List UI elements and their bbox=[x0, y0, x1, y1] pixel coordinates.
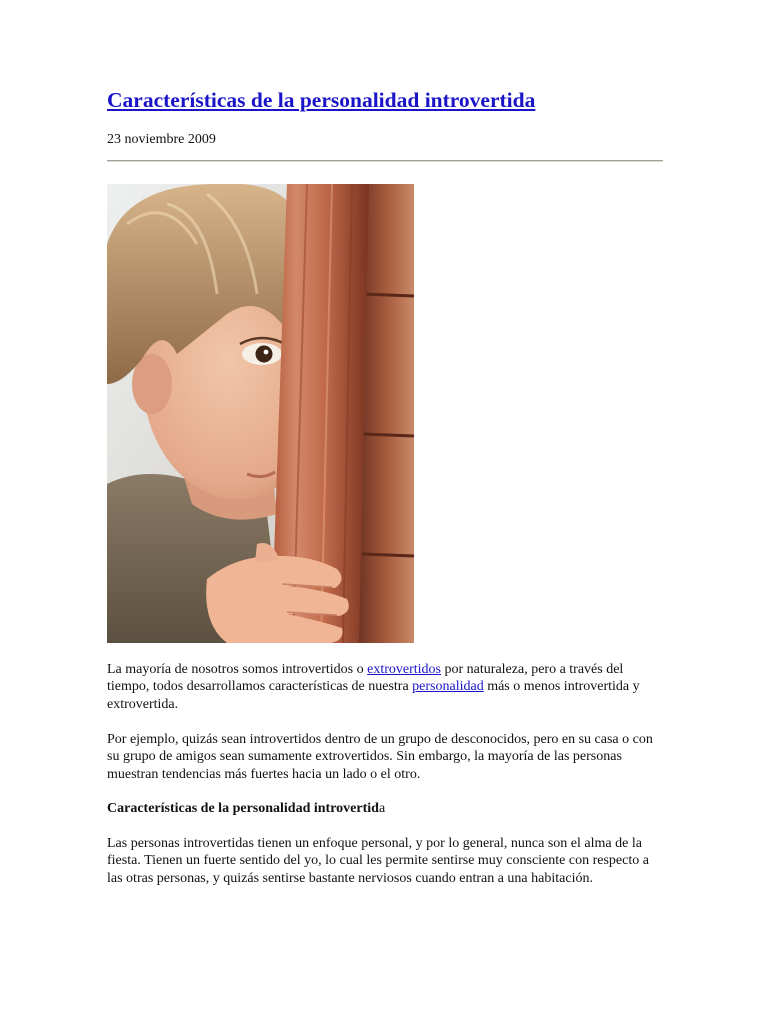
section-heading-bold: Características de la personalidad introvertid bbox=[107, 801, 379, 816]
paragraph-example: Por ejemplo, quizás sean introvertidos dentro de un grupo de desconocidos, pero en su casa o con su grupo de amigos sean sumamente extrovertidos. Sin embargo, la mayoría de las personas muestran tendencias más fuertes hacia un lado o el otro. bbox=[107, 732, 653, 782]
divider bbox=[107, 160, 663, 162]
paragraph-text: más o menos introvertida y extrovertida. bbox=[107, 679, 640, 712]
link-extrovertidos[interactable]: extrovertidos bbox=[367, 662, 442, 677]
section-heading-tail: a bbox=[378, 801, 386, 816]
paragraph-description: Las personas introvertidas tienen un enfoque personal, y por lo general, nunca son el alma de la fiesta. Tienen un fuerte sentido del yo, lo cual les permite sentirse muy consciente con respecto a las otras personas, y quizás sentirse bastante nerviosos cuando entran a una habitación. bbox=[107, 836, 649, 886]
article-title-link[interactable]: Características de la personalidad introvertida bbox=[107, 88, 536, 112]
section-heading bbox=[107, 800, 663, 817]
paragraph-intro bbox=[107, 661, 663, 713]
link-personalidad[interactable]: personalidad bbox=[412, 679, 484, 695]
child-peeking-illustration bbox=[107, 184, 414, 643]
paragraph-text: por naturaleza, pero a través del tiempo, todos desarrollamos características de nuestra bbox=[107, 662, 624, 695]
article-photo bbox=[107, 184, 414, 643]
article-date: 23 noviembre 2009 bbox=[107, 132, 216, 147]
paragraph-text: La mayoría de nosotros somos introvertidos o bbox=[107, 662, 368, 677]
